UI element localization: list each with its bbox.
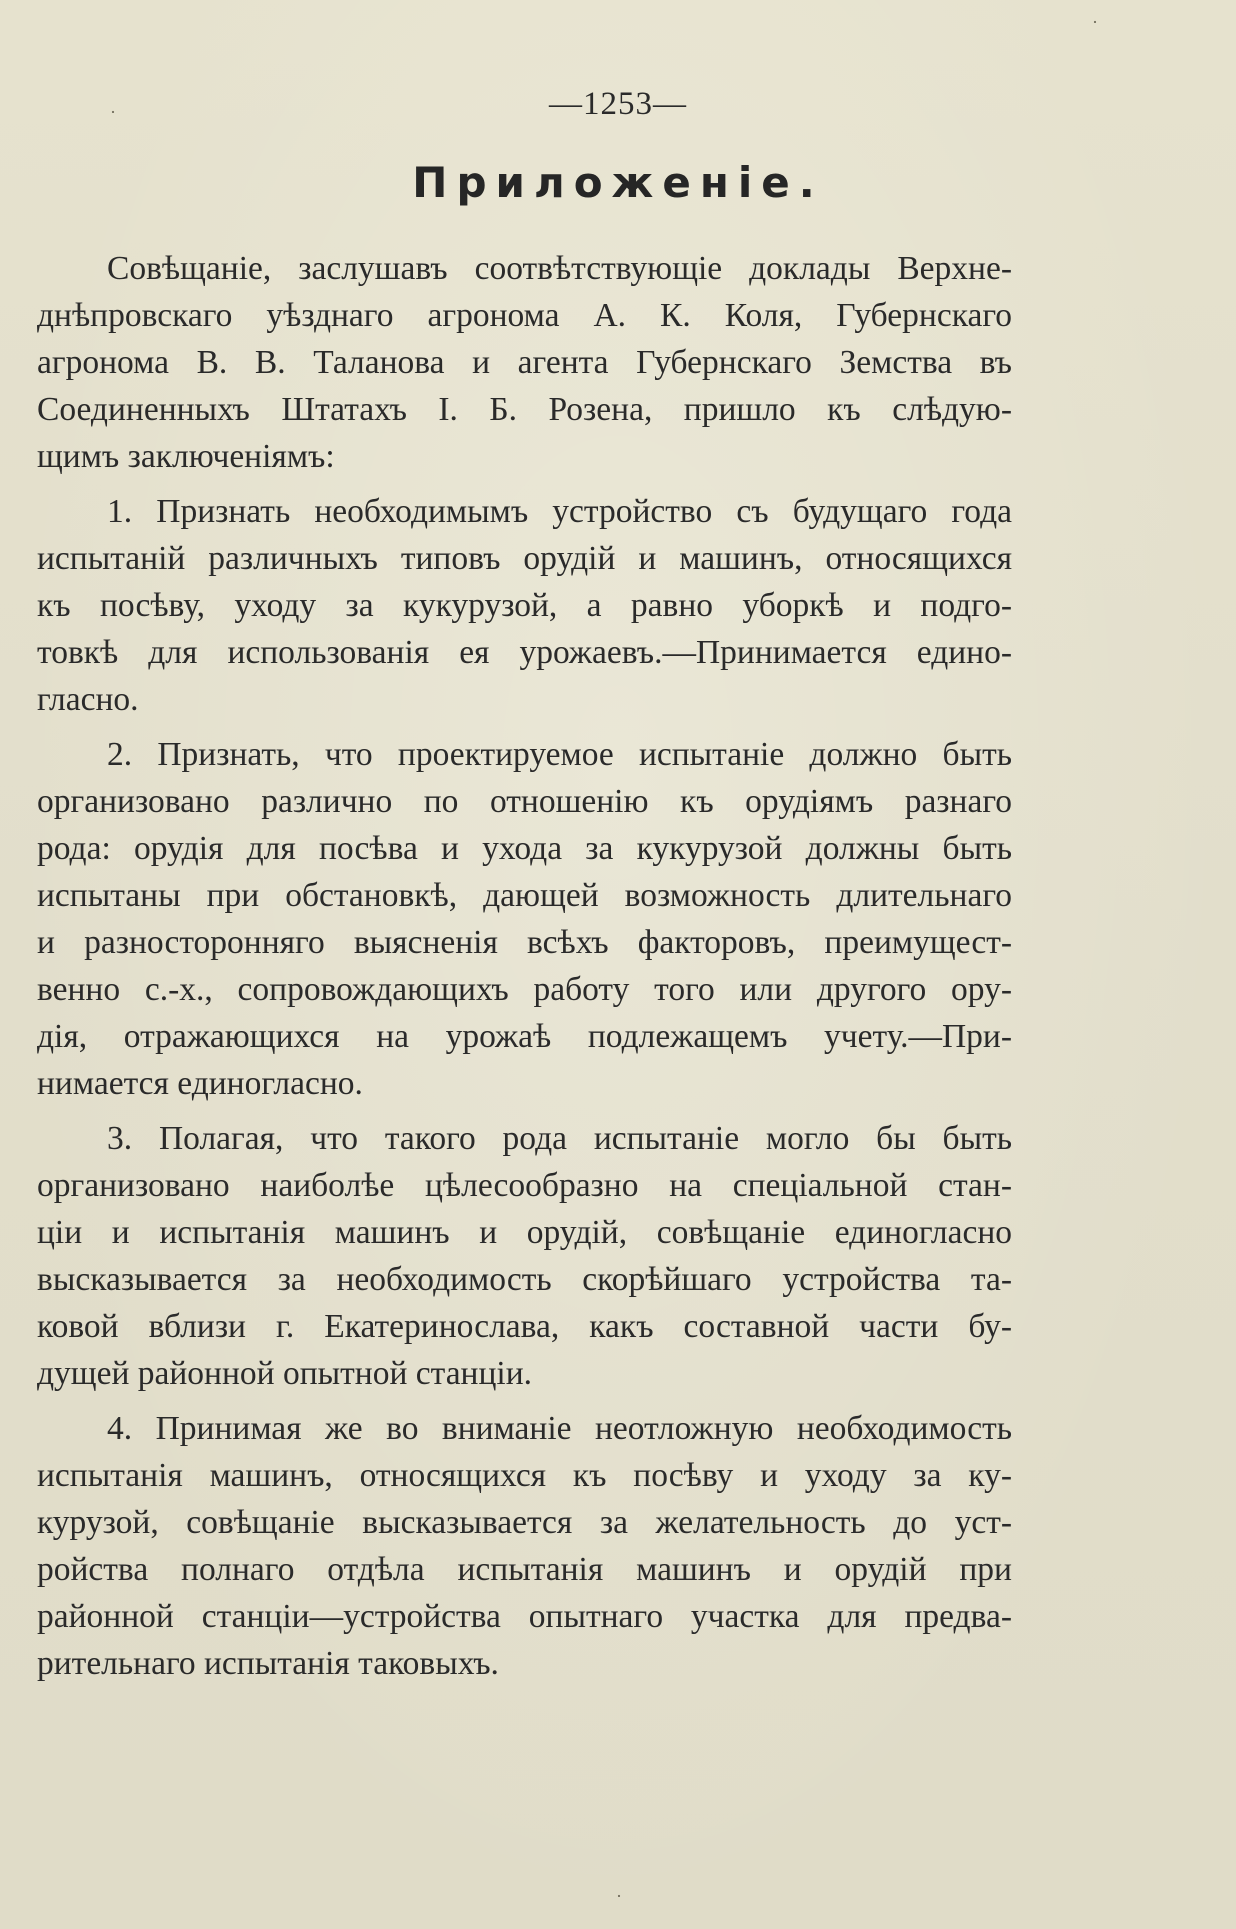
paragraph-item-2 <box>37 731 1012 1107</box>
scan-speck: · <box>1092 12 1098 32</box>
paragraph-item-1 <box>37 488 1012 723</box>
text-line: высказывается за необходимость скорѣйшаго устройства та- <box>37 1261 1012 1298</box>
page-title: Приложеніе. <box>412 158 824 207</box>
text-line: и разносторонняго выясненія всѣхъ факторовъ, преимущест- <box>37 924 1012 961</box>
text-line: рительнаго испытанія таковыхъ. <box>37 1645 499 1682</box>
text-line: 2. Признать, что проектируемое испытаніе должно быть <box>107 736 1012 773</box>
text-line: испытаній различныхъ типовъ орудій и машинъ, относящихся <box>37 540 1012 577</box>
text-line: венно с.-х., сопровождающихъ работу того или другого ору- <box>37 971 1012 1008</box>
text-line: нимается единогласно. <box>37 1065 363 1102</box>
page-number: —1253— <box>549 86 687 122</box>
text-line: ціи и испытанія машинъ и орудій, совѣщаніе единогласно <box>37 1214 1012 1251</box>
text-line: испытанія машинъ, относящихся къ посѣву и уходу за ку- <box>37 1457 1012 1494</box>
paragraph-item-4 <box>37 1405 1012 1687</box>
text-line: рода: орудія для посѣва и ухода за кукурузой должны быть <box>37 830 1012 867</box>
text-line: товкѣ для использованія ея урожаевъ.—Принимается едино- <box>37 634 1012 671</box>
text-line: ковой вблизи г. Екатеринослава, какъ составной части бу- <box>37 1308 1012 1345</box>
text-line: курузой, совѣщаніе высказывается за желательность до уст- <box>37 1504 1012 1541</box>
text-line: гласно. <box>37 681 139 718</box>
document-body <box>37 245 1012 1687</box>
text-line: организовано наиболѣе цѣлесообразно на спеціальной стан- <box>37 1167 1012 1204</box>
paragraph-intro <box>37 245 1012 480</box>
text-line: Соединенныхъ Штатахъ І. Б. Розена, пришло къ слѣдую- <box>37 391 1012 428</box>
text-line: испытаны при обстановкѣ, дающей возможность длительнаго <box>37 877 1012 914</box>
text-line: дущей районной опытной станціи. <box>37 1355 533 1392</box>
text-line: къ посѣву, уходу за кукурузой, а равно уборкѣ и подго- <box>37 587 1012 624</box>
text-line: агронома В. В. Таланова и агента Губернскаго Земства въ <box>37 344 1012 381</box>
scan-speck: · <box>110 102 116 122</box>
text-line: 3. Полагая, что такого рода испытаніе могло бы быть <box>107 1120 1012 1157</box>
text-line: днѣпровскаго уѣзднаго агронома А. К. Коля, Губернскаго <box>37 297 1012 334</box>
text-line: дія, отражающихся на урожаѣ подлежащемъ учету.—При- <box>37 1018 1012 1055</box>
text-line: ройства полнаго отдѣла испытанія машинъ и орудій при <box>37 1551 1012 1588</box>
scan-speck: · <box>616 1886 622 1906</box>
paragraph-item-3 <box>37 1115 1012 1397</box>
text-line: щимъ заключеніямъ: <box>37 438 335 475</box>
text-line: Совѣщаніе, заслушавъ соотвѣтствующіе доклады Верхне- <box>107 250 1012 287</box>
text-line: 1. Признать необходимымъ устройство съ будущаго года <box>107 493 1012 530</box>
text-line: 4. Принимая же во вниманіе неотложную необходимость <box>107 1410 1012 1447</box>
text-line: районной станціи—устройства опытнаго участка для предва- <box>37 1598 1012 1635</box>
text-line: организовано различно по отношенію къ орудіямъ разнаго <box>37 783 1012 820</box>
